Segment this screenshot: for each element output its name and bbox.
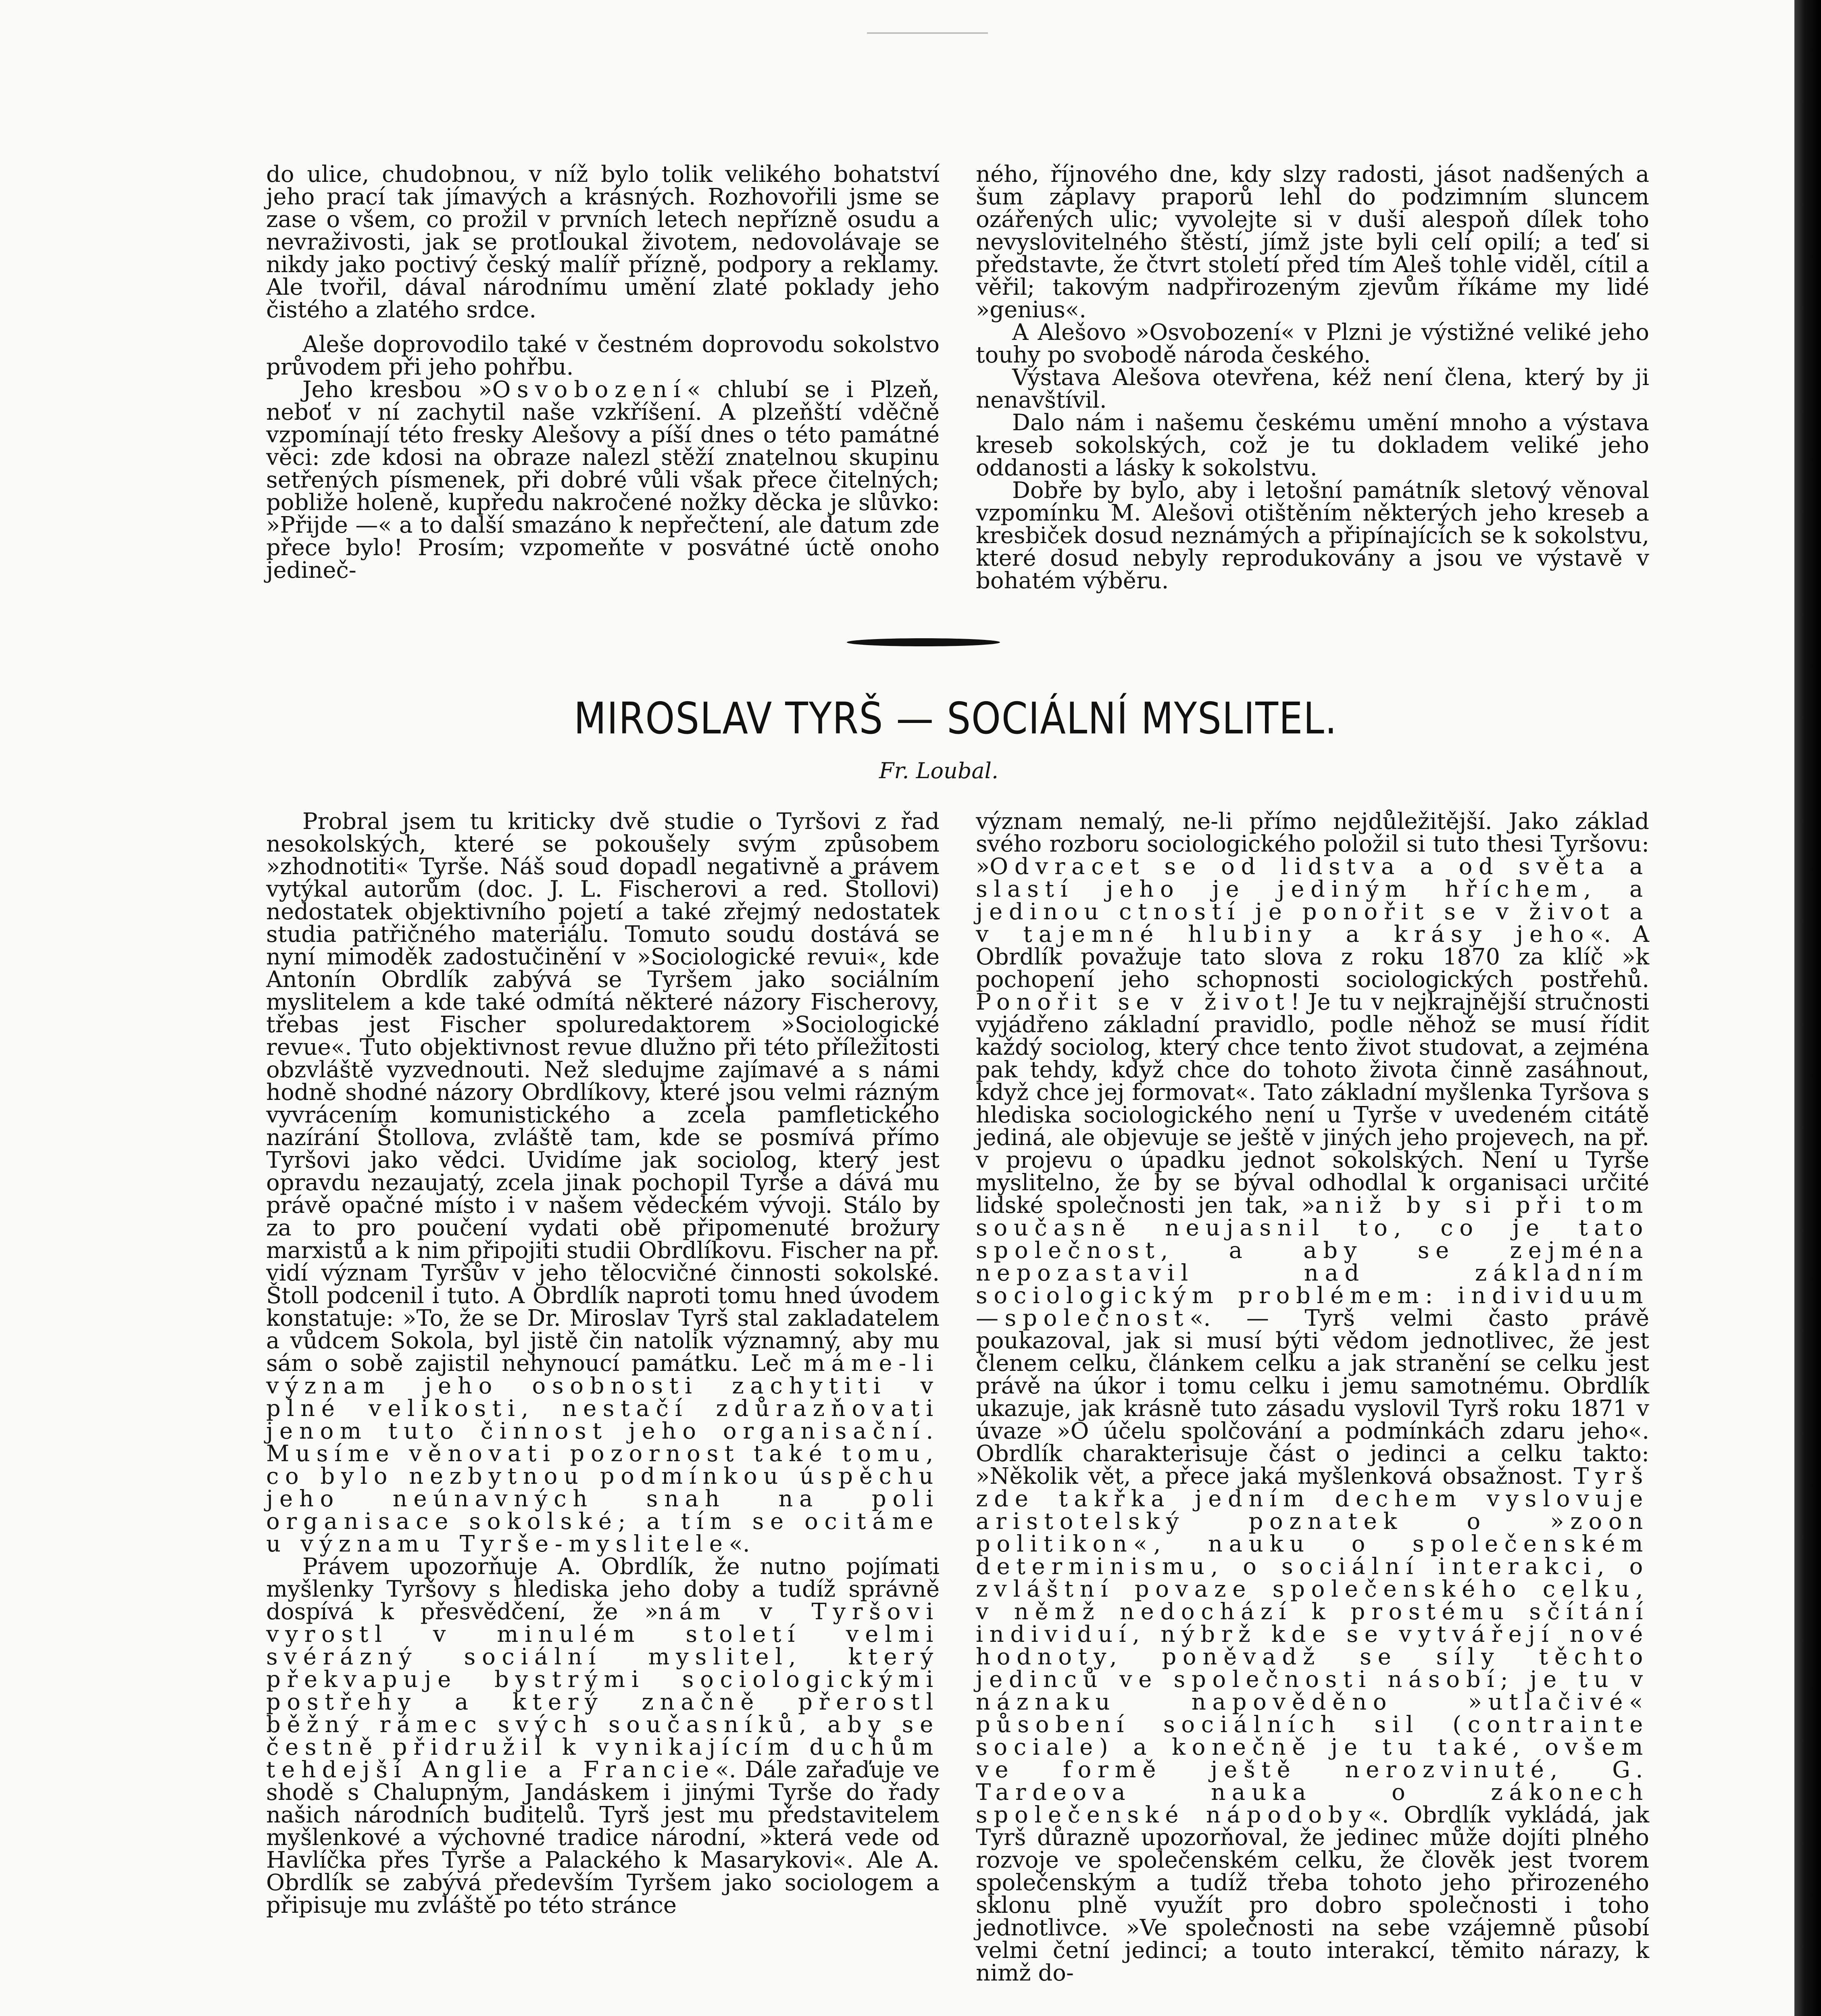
paragraph: do ulice, chudobnou, v níž bylo tolik velikého bohatství jeho prací tak jímavých a krásných. Rozhovořili jsme se zase o všem, co prožil v prvních letech nepřízně osudu a nevraživosti, jak se protloukal životem, nedovolávaje se nikdy jako poctivý český malíř přízně, podpory a reklamy. Ale tvořil, dával národnímu umění zlaté poklady jeho čistého a zlatého srdce. (266, 161, 940, 323)
paragraph: Jeho kresbou »Osvobození« chlubí se i Plzeň, neboť v ní zachytil naše vzkříšení. A plzeňští vděčně vzpomínají této fresky Alešovy a píší dnes o této památné věci: zde kdosi na obraze nalezl stěží znatelnou skupinu setřených písmenek, při dobré vůli však přece čitelných; pobliže holeně, kupředu nakročené nožky děcka je slůvko: »Přijde —« a to další smazáno k nepřečtení, ale datum zde přece bylo! Prosím; vzpomeňte v posvátné úctě onoho jedineč- (266, 377, 940, 583)
article-right-column (976, 810, 1649, 1985)
scan-edge (1794, 0, 1821, 2016)
paragraph: význam nemalý, ne-li přímo nejdůležitější. Jako základ svého rozboru sociologického položil si tuto thesi Tyršovu: »Odvracet se od lidstva a od světa a slastí jeho je jediným hříchem, a jedinou ctností je ponořit se v život a v tajemné hlubiny a krásy jeho«. A Obrdlík považuje tato slova z roku 1870 za klíč »k pochopení jeho schopnosti sociologických postřehů. Ponořit se v život! Je tu v nejkrajnější stručnosti vyjádřeno základní pravidlo, podle něhož se musí řídit každý sociolog, který chce tento život studovat, a zejména pak tehdy, když chce do tohoto života činně zasáhnout, když chce jej formovat«. Tato základní myšlenka Tyršova s hlediska sociologického není u Tyrše v uvedeném citátě jediná, ale objevuje se ještě v jiných jeho projevech, na př. v projevu o úpadku jednot sokolských. Není u Tyrše myslitelno, že by se býval odhodlal k organisaci určité lidské společnosti jen tak, »aniž by si při tom současně neujasnil to, co je tato společnost, a aby se zejména nepozastavil nad základním sociologickým problémem: individuum—společnost«. — Tyrš velmi často právě poukazoval, jak si musí býti vědom jednotlivec, že jest členem celku, článkem celku a jak stranění se celku jest právě na úkor i tomu celku i jemu samotnému. Obrdlík ukazuje, jak krásně tuto zásadu vyslovil Tyrš roku 1871 v úvaze »O účelu spolčování a podmínkách zdaru jeho«. Obrdlík charakterisuje část o jedinci a celku takto: »Několik vět, a přece jaká myšlenková obsažnost. Tyrš zde takřka jedním dechem vyslovuje aristotelský poznatek o »zoon politikon«, nauku o společenském determinismu, o sociální interakci, o zvláštní povaze společenského celku, v němž nedochází k prostému sčítání individuí, nýbrž kde se vytvářejí nové hodnoty, poněvadž se síly těchto jedinců ve společnosti násobí; je tu v náznaku napověděno »utlačivé« působení sociálních sil (contrainte sociale) a konečně je tu také, ovšem ve formě ještě nerozvinuté, G. Tardeova nauka o zákonech společenské nápodoby«. Obrdlík vykládá, jak Tyrš důrazně upozorňoval, že jedinec může dojíti plného rozvoje ve společenském celku, že člověk jest tvorem společenským a tudíž třeba tohoto jeho přirozeného sklonu plně využít pro dobro společnosti i toho jednotlivce. »Ve společnosti na sebe vzájemně působí velmi četní jedinci; a touto interakcí, těmito nárazy, k nimž do- (976, 808, 1649, 1986)
paragraph: Výstava Alešova otevřena, kéž není člena, který by ji nenavštívil. (976, 364, 1649, 413)
article-left-column (266, 810, 940, 1917)
article-title: MIROSLAV TYRŠ — SOCIÁLNÍ MYSLITEL. (574, 694, 1338, 744)
section-divider (847, 638, 1000, 646)
article-author: Fr. Loubal. (879, 758, 999, 783)
paragraph: Právem upozorňuje A. Obrdlík, že nutno pojímati myšlenky Tyršovy s hlediska jeho doby a tudíž správně dospívá k přesvědčení, že »nám v Tyršovi vyrostl v minulém století velmi svérázný sociální myslitel, který překvapuje bystrými sociologickými postřehy a který značně přerostl běžný rámec svých současníků, aby se čestně přidružil k vynikajícím duchům tehdejší Anglie a Francie«. Dále zařaďuje ve shodě s Chalupným, Jandáskem i jinými Tyrše do řady našich národních buditelů. Tyrš jest mu představitelem myšlenkové a výchovné tradice národní, »která vede od Havlíčka přes Tyrše a Palackého k Masarykovi«. Ale A. Obrdlík se zabývá především Tyršem jako sociologem a připisuje mu zvláště po této stránce (266, 1554, 940, 1918)
paragraph: Dobře by bylo, aby i letošní památník sletový věnoval vzpomínku M. Alešovi otištěním některých jeho kreseb a kresbiček dosud neznámých a připínajících se k sokolstvu, které dosud nebyly reprodukovány a jsou ve výstavě v bohatém výběru. (976, 477, 1649, 594)
header-mark (867, 12, 988, 34)
paragraph: Probral jsem tu kriticky dvě studie o Tyršovi z řad nesokolských, které se pokoušely svým způsobem »zhodnotiti« Tyrše. Náš soud dopadl negativně a právem vytýkal autorům (doc. J. L. Fischerovi a red. Štollovi) nedostatek objektivního pojetí a také zřejmý nedostatek studia patřičného materiálu. Tomuto soudu dostává se nyní mimoděk zadostučinění v »Sociologické revui«, kde Antonín Obrdlík zabývá se Tyršem jako sociálním myslitelem a kde také odmítá některé názory Fischerovy, třebas jest Fischer spoluredaktorem »Sociologické revue«. Tuto objektivnost revue dlužno při této příležitosti obzvláště vyzvednouti. Než sledujme zajímavé a s námi hodně shodné názory Obrdlíkovy, které jsou velmi rázným vyvrácením komunistického a zcela pamfletického nazírání Štollova, zvláště tam, kde se posmívá přímo Tyršovi jako vědci. Uvidíme jak sociolog, který jest opravdu nezaujatý, zcela jinak pochopil Tyrše a dává mu právě opačné místo i v našem vědeckém vývoji. Stálo by za to pro poučení vydati obě připomenuté brožury marxistů a k nim připojiti studii Obrdlíkovu. Fischer na př. vidí význam Tyršův v jeho tělocvičné činnosti sokolské. Štoll podcenil i tuto. A Obrdlík naproti tomu hned úvodem konstatuje: »To, že se Dr. Miroslav Tyrš stal zakladatelem a vůdcem Sokola, byl jistě čin natolik významný, aby mu sám o sobě zajistil nehynoucí památku. Leč máme-li význam jeho osobnosti zachytiti v plné velikosti, nestačí zdůrazňovati jenom tuto činnost jeho organisační. Musíme věnovati pozornost také tomu, co bylo nezbytnou podmínkou úspěchu jeho neúnavných snah na poli organisace sokolské; a tím se ocitáme u významu Tyrše-myslitele«. (266, 808, 940, 1557)
paragraph: Aleše doprovodilo také v čestném doprovodu sokolstvo průvodem při jeho pohřbu. (266, 331, 940, 380)
previous-article-right-column (976, 163, 1649, 592)
paragraph: Dalo nám i našemu českému umění mnoho a výstava kreseb sokolských, což je tu dokladem veliké jeho oddanosti a lásky k sokolstvu. (976, 410, 1649, 481)
paragraph: A Alešovo »Osvobození« v Plzni je výstižné veliké jeho touhy po svobodě národa českého. (976, 319, 1649, 368)
paragraph: ného, říjnového dne, kdy slzy radosti, jásot nadšených a šum záplavy praporů lehl do podzimním sluncem ozářených ulic; vyvolejte si v duši alespoň dílek toho nevyslovitelného štěstí, jímž jste byli celí opilí; a teď si představte, že čtvrt století před tím Aleš tohle viděl, cítil a věřil; takovým nadpřirozeným zjevům říkáme my lidé »genius«. (976, 161, 1649, 323)
previous-article-left-column (266, 163, 940, 582)
